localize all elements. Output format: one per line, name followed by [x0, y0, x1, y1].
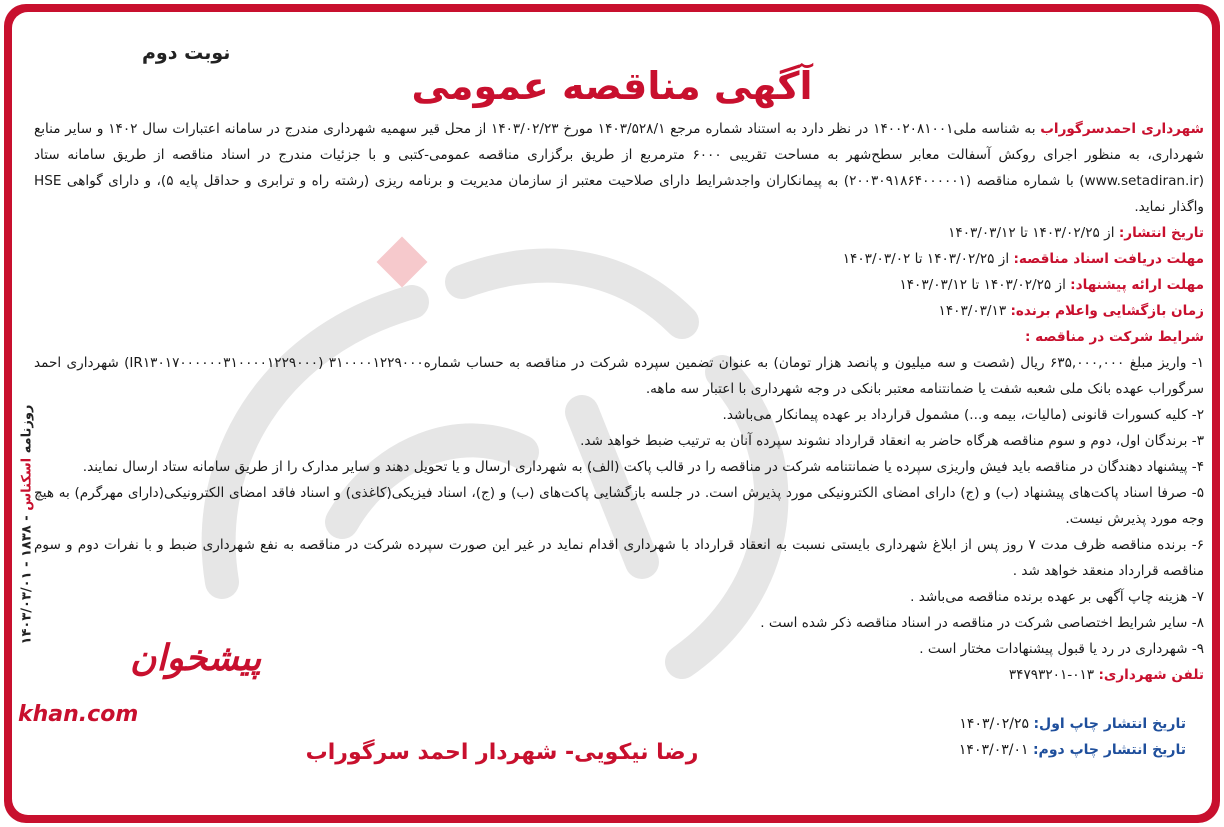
pishkhan-logo-text: پیشخوان	[130, 637, 262, 679]
newspaper-brand: اسکناس	[19, 457, 35, 511]
date-label: زمان بازگشایی واعلام برنده:	[1010, 303, 1204, 319]
date-line	[34, 272, 1204, 298]
date-value: از ۱۴۰۳/۰۲/۲۵ تا ۱۴۰۳/۰۳/۱۲	[899, 277, 1071, 293]
date-value: از ۱۴۰۳/۰۲/۲۵ تا ۱۴۰۳/۰۳/۱۲	[948, 225, 1119, 241]
intro-text: به شناسه ملی۱۴۰۰۲۰۸۱۰۰۱ در نظر دارد به استناد شماره مرجع ۱۴۰۳/۵۲۸/۱ مورخ ۱۴۰۳/۰۲/۲۳ از محل قیر سهمیه شهرداری مندرج در سامانه اعتبارات سال ۱۴۰۲ و سایر منابع شهرداری، به منظور اجرای روکش آسفالت معابر سطح‌شهر به مساحت تقریبی ۶۰۰۰ مترمربع از طریق برگزاری مناقصه عمومی-کتبی و با جزئیات مندرج در اسناد مناقصه از طریق سامانه ستاد (www.setadiran.ir) با شماره مناقصه (۲۰۰۳۰۹۱۸۶۴۰۰۰۰۰۱) به پیمانکاران واجدشرایط دارای صلاحیت معتبر از سازمان مدیریت و برنامه ریزی (رشته راه و ترابری و حداقل پایه ۵)، و دارای گواهی HSE واگذار نماید.	[34, 121, 1205, 215]
intro-paragraph	[34, 116, 1204, 220]
date-value: ۱۴۰۳/۰۳/۱۳	[938, 303, 1011, 319]
newspaper-meta: - ۱۸۳۸ - ۱۴۰۳/۰۳/۰۱	[19, 510, 35, 645]
condition-item: ۴- پیشنهاد دهندگان در مناقصه باید فیش واریزی سپرده یا ضمانتنامه شرکت در مناقصه را در قالب پاکت (الف) به شهرداری ارسال و یا تحویل دهند و سایر مدارک را از طریق سامانه ستاد ارسال نمایند.	[82, 459, 1204, 475]
phone-line	[34, 662, 1204, 688]
phone-value: ۰۱۳-۳۴۷۹۳۲۰۱	[1008, 667, 1099, 683]
phone-label: تلفن شهرداری:	[1098, 667, 1204, 683]
date-line	[34, 220, 1204, 246]
condition-item: ۱- واریز مبلغ ۶۳۵,۰۰۰,۰۰۰ ریال (شصت و سه میلیون و پانصد هزار تومان) به عنوان تضمین سپرده شرکت در مناقصه به حساب شماره۳۱۰۰۰۰۱۲۲۹۰۰۰ (IR۱۳۰۱۷۰۰۰۰۰۰۳۱۰۰۰۰۱۲۲۹۰۰۰) شهرداری احمد سرگوراب عهده بانک ملی شعبه شفت یا ضمانتنامه معتبر بانکی در وجه شهرداری با اعتبار سه ماهه.	[34, 355, 1204, 397]
conditions-label: شرایط شرکت در مناقصه :	[1024, 329, 1204, 345]
round-label: نوبت دوم	[142, 42, 231, 64]
pishkhan-domain: khan.com	[18, 702, 139, 727]
conditions-heading	[34, 324, 1204, 350]
ad-body	[34, 116, 1204, 688]
date-label: مهلت ارائه پیشنهاد:	[1070, 277, 1204, 293]
condition-item: ۹- شهرداری در رد یا قبول پیشنهادات مختار است .	[919, 641, 1204, 657]
condition-item: ۶- برنده مناقصه ظرف مدت ۷ روز پس از ابلاغ شهرداری بایستی نسبت به انعقاد قرارداد با شهرداری اقدام نماید در غیر این صورت سپرده شرکت در مناقصه به نفع شهرداری ضبط و با نفرات دوم و سوم مناقصه قرارداد منعقد خواهد شد .	[34, 537, 1205, 579]
publish-first-value: ۱۴۰۳/۰۲/۲۵	[959, 716, 1034, 732]
publish-first-label: تاریخ انتشار چاپ اول:	[1033, 716, 1186, 732]
newspaper-prefix: روزنامه	[19, 404, 35, 458]
signature: رضا نیکویی- شهردار احمد سرگوراب	[305, 740, 699, 765]
date-value: از ۱۴۰۳/۰۲/۲۵ تا ۱۴۰۳/۰۳/۰۲	[842, 251, 1014, 267]
publish-second-value: ۱۴۰۳/۰۳/۰۱	[958, 742, 1033, 758]
date-label: مهلت دریافت اسناد مناقصه:	[1013, 251, 1204, 267]
condition-item: ۸- سایر شرایط اختصاصی شرکت در مناقصه در اسناد مناقصه ذکر شده است .	[760, 615, 1204, 631]
condition-item: ۷- هزینه چاپ آگهی بر عهده برنده مناقصه می‌باشد .	[910, 589, 1204, 605]
ad-paper	[12, 12, 1212, 815]
date-label: تاریخ انتشار:	[1118, 225, 1204, 241]
condition-item: ۲- کلیه کسورات قانونی (مالیات، بیمه و...) مشمول قرارداد بر عهده پیمانکار می‌باشد.	[722, 407, 1204, 423]
org-name: شهرداری احمدسرگوراب	[1040, 121, 1204, 137]
date-line	[34, 246, 1204, 272]
date-line	[34, 298, 1204, 324]
publish-first	[959, 712, 1186, 736]
condition-item: ۳- برندگان اول، دوم و سوم مناقصه هرگاه حاضر به انعقاد قرارداد نشوند سپرده آنان به ترتیب ضبط خواهد شد.	[580, 433, 1204, 449]
ad-title: آگهی مناقصه عمومی	[411, 64, 813, 108]
publish-second-label: تاریخ انتشار چاپ دوم:	[1032, 742, 1186, 758]
condition-item: ۵- صرفا اسناد پاکت‌های پیشنهاد (ب) و (ج) دارای امضای الکترونیکی مورد پذیرش است. در جلسه بازگشایی پاکت‌های (ب) و (ج)، اسناد فیزیکی(کاغذی) و اسناد فاقد امضای الکترونیکی(دارای مهرگرم) به هیچ وجه مورد پذیرش نیست.	[34, 485, 1204, 527]
